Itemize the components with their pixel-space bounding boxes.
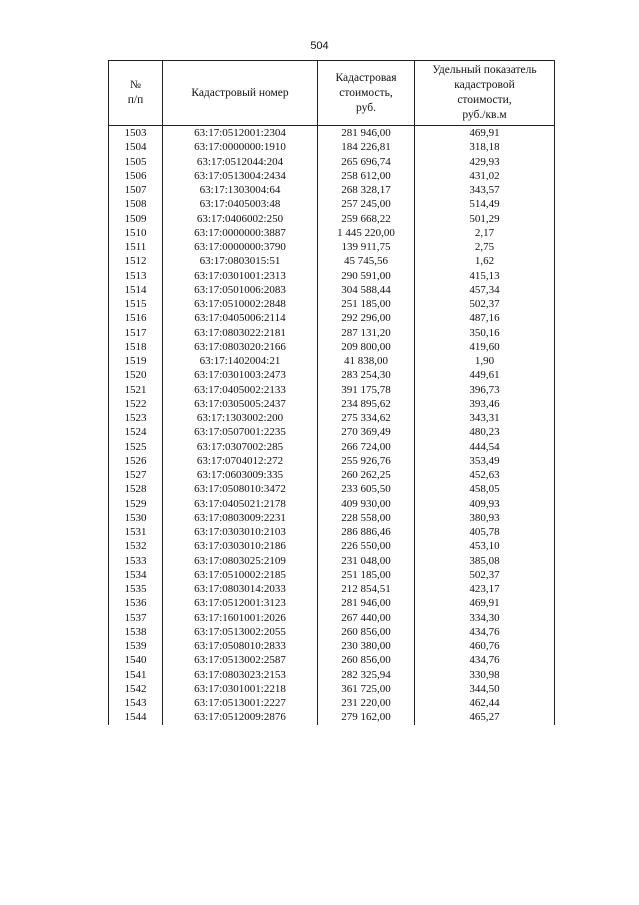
cell-row-number: 1537	[109, 611, 163, 625]
table-row	[109, 511, 555, 525]
cell-cadastral-value: 234 895,62	[318, 397, 415, 411]
cell-cadastral-number: 63:17:0803014:2033	[163, 582, 318, 596]
cell-specific-index: 353,49	[415, 454, 555, 468]
cell-cadastral-number: 63:17:0301001:2313	[163, 269, 318, 283]
header-cadastral-number: Кадастровый номер	[163, 61, 318, 126]
cell-cadastral-value: 260 262,25	[318, 468, 415, 482]
cell-cadastral-number: 63:17:0513001:2227	[163, 696, 318, 710]
cell-specific-index: 344,50	[415, 682, 555, 696]
cell-cadastral-number: 63:17:0512044:204	[163, 155, 318, 169]
table-row	[109, 653, 555, 667]
cell-cadastral-number: 63:17:0603009:335	[163, 468, 318, 482]
cell-cadastral-number: 63:17:0803025:2109	[163, 554, 318, 568]
cell-cadastral-number: 63:17:1303004:64	[163, 183, 318, 197]
cell-row-number: 1519	[109, 354, 163, 368]
cell-cadastral-value: 260 856,00	[318, 625, 415, 639]
cell-row-number: 1505	[109, 155, 163, 169]
cell-row-number: 1515	[109, 297, 163, 311]
cell-cadastral-value: 228 558,00	[318, 511, 415, 525]
cell-row-number: 1516	[109, 311, 163, 325]
table-row	[109, 440, 555, 454]
cell-specific-index: 431,02	[415, 169, 555, 183]
cell-row-number: 1513	[109, 269, 163, 283]
table-row	[109, 497, 555, 511]
cell-row-number: 1539	[109, 639, 163, 653]
cell-specific-index: 469,91	[415, 596, 555, 610]
cell-cadastral-value: 265 696,74	[318, 155, 415, 169]
cell-row-number: 1524	[109, 425, 163, 439]
cell-specific-index: 429,93	[415, 155, 555, 169]
cell-specific-index: 502,37	[415, 297, 555, 311]
cell-row-number: 1508	[109, 197, 163, 211]
cell-cadastral-number: 63:17:0405002:2133	[163, 383, 318, 397]
table-row	[109, 240, 555, 254]
cell-specific-index: 380,93	[415, 511, 555, 525]
cell-row-number: 1506	[109, 169, 163, 183]
cell-row-number: 1521	[109, 383, 163, 397]
cell-cadastral-value: 255 926,76	[318, 454, 415, 468]
cell-cadastral-number: 63:17:1402004:21	[163, 354, 318, 368]
cell-cadastral-number: 63:17:0508010:3472	[163, 482, 318, 496]
table-row	[109, 625, 555, 639]
cell-cadastral-value: 230 380,00	[318, 639, 415, 653]
cell-specific-index: 419,60	[415, 340, 555, 354]
cell-specific-index: 396,73	[415, 383, 555, 397]
cell-row-number: 1542	[109, 682, 163, 696]
cell-row-number: 1504	[109, 140, 163, 154]
cell-specific-index: 452,63	[415, 468, 555, 482]
cell-specific-index: 334,30	[415, 611, 555, 625]
cell-cadastral-number: 63:17:0405006:2114	[163, 311, 318, 325]
cell-cadastral-value: 409 930,00	[318, 497, 415, 511]
cell-cadastral-value: 275 334,62	[318, 411, 415, 425]
cell-cadastral-number: 63:17:0803009:2231	[163, 511, 318, 525]
table-row	[109, 710, 555, 724]
cell-cadastral-value: 1 445 220,00	[318, 226, 415, 240]
table-row	[109, 639, 555, 653]
cell-row-number: 1544	[109, 710, 163, 724]
cell-specific-index: 318,18	[415, 140, 555, 154]
cell-row-number: 1525	[109, 440, 163, 454]
cell-cadastral-number: 63:17:0307002:285	[163, 440, 318, 454]
table-row	[109, 525, 555, 539]
cell-row-number: 1535	[109, 582, 163, 596]
cell-row-number: 1522	[109, 397, 163, 411]
table-row	[109, 468, 555, 482]
cell-specific-index: 453,10	[415, 539, 555, 553]
cell-specific-index: 458,05	[415, 482, 555, 496]
cell-cadastral-number: 63:17:0507001:2235	[163, 425, 318, 439]
cell-specific-index: 385,08	[415, 554, 555, 568]
cell-row-number: 1526	[109, 454, 163, 468]
table-row	[109, 668, 555, 682]
cell-cadastral-value: 282 325,94	[318, 668, 415, 682]
cell-cadastral-value: 391 175,78	[318, 383, 415, 397]
table-row	[109, 696, 555, 710]
cell-cadastral-value: 231 220,00	[318, 696, 415, 710]
cell-cadastral-value: 139 911,75	[318, 240, 415, 254]
table-row	[109, 482, 555, 496]
cell-row-number: 1518	[109, 340, 163, 354]
cell-cadastral-number: 63:17:1303002:200	[163, 411, 318, 425]
cell-specific-index: 330,98	[415, 668, 555, 682]
table-row	[109, 212, 555, 226]
cell-specific-index: 502,37	[415, 568, 555, 582]
cell-cadastral-value: 281 946,00	[318, 596, 415, 610]
cell-specific-index: 487,16	[415, 311, 555, 325]
table-row	[109, 383, 555, 397]
cell-cadastral-value: 267 440,00	[318, 611, 415, 625]
cell-specific-index: 469,91	[415, 126, 555, 141]
table-row	[109, 183, 555, 197]
table-row	[109, 411, 555, 425]
cell-row-number: 1510	[109, 226, 163, 240]
table-row	[109, 568, 555, 582]
cell-specific-index: 457,34	[415, 283, 555, 297]
table-row	[109, 596, 555, 610]
table-row	[109, 169, 555, 183]
cell-cadastral-value: 286 886,46	[318, 525, 415, 539]
table-header	[109, 61, 555, 126]
table-row	[109, 126, 555, 141]
cell-cadastral-value: 279 162,00	[318, 710, 415, 724]
cell-cadastral-value: 251 185,00	[318, 297, 415, 311]
header-specific-index: Удельный показатель кадастровой стоимости, руб./кв.м	[415, 61, 555, 126]
table-row	[109, 368, 555, 382]
cell-cadastral-value: 281 946,00	[318, 126, 415, 141]
cell-cadastral-value: 226 550,00	[318, 539, 415, 553]
cell-cadastral-value: 212 854,51	[318, 582, 415, 596]
cell-cadastral-number: 63:17:0303010:2103	[163, 525, 318, 539]
header-cadastral-value: Кадастровая стоимость, руб.	[318, 61, 415, 126]
cell-specific-index: 460,76	[415, 639, 555, 653]
cell-specific-index: 501,29	[415, 212, 555, 226]
cell-row-number: 1512	[109, 254, 163, 268]
table-row	[109, 425, 555, 439]
cell-specific-index: 462,44	[415, 696, 555, 710]
cell-cadastral-value: 259 668,22	[318, 212, 415, 226]
cell-cadastral-number: 63:17:0513004:2434	[163, 169, 318, 183]
cell-row-number: 1520	[109, 368, 163, 382]
cell-cadastral-value: 283 254,30	[318, 368, 415, 382]
cell-specific-index: 350,16	[415, 326, 555, 340]
cell-cadastral-number: 63:17:0405003:48	[163, 197, 318, 211]
cell-specific-index: 2,75	[415, 240, 555, 254]
cell-cadastral-value: 304 588,44	[318, 283, 415, 297]
cell-cadastral-value: 41 838,00	[318, 354, 415, 368]
cell-row-number: 1514	[109, 283, 163, 297]
cell-row-number: 1507	[109, 183, 163, 197]
table-row	[109, 297, 555, 311]
cell-specific-index: 405,78	[415, 525, 555, 539]
cell-cadastral-value: 260 856,00	[318, 653, 415, 667]
cell-cadastral-number: 63:17:0803020:2166	[163, 340, 318, 354]
cell-cadastral-number: 63:17:0512001:3123	[163, 596, 318, 610]
table-row	[109, 554, 555, 568]
cell-cadastral-value: 292 296,00	[318, 311, 415, 325]
cell-row-number: 1531	[109, 525, 163, 539]
cell-row-number: 1523	[109, 411, 163, 425]
cell-specific-index: 343,57	[415, 183, 555, 197]
cell-cadastral-number: 63:17:0510002:2185	[163, 568, 318, 582]
cell-cadastral-number: 63:17:0803022:2181	[163, 326, 318, 340]
cadastral-value-table	[108, 60, 555, 725]
cell-cadastral-value: 361 725,00	[318, 682, 415, 696]
table-row	[109, 254, 555, 268]
cell-specific-index: 1,62	[415, 254, 555, 268]
cell-row-number: 1538	[109, 625, 163, 639]
cell-specific-index: 444,54	[415, 440, 555, 454]
table-row	[109, 582, 555, 596]
cell-row-number: 1528	[109, 482, 163, 496]
cell-specific-index: 423,17	[415, 582, 555, 596]
cell-cadastral-number: 63:17:0406002:250	[163, 212, 318, 226]
cell-cadastral-value: 184 226,81	[318, 140, 415, 154]
cell-cadastral-number: 63:17:0508010:2833	[163, 639, 318, 653]
table-row	[109, 682, 555, 696]
cell-cadastral-number: 63:17:0512009:2876	[163, 710, 318, 724]
cell-row-number: 1540	[109, 653, 163, 667]
table-row	[109, 226, 555, 240]
cell-specific-index: 2,17	[415, 226, 555, 240]
cell-cadastral-number: 63:17:0301001:2218	[163, 682, 318, 696]
cell-cadastral-number: 63:17:0501006:2083	[163, 283, 318, 297]
cell-row-number: 1536	[109, 596, 163, 610]
cell-specific-index: 465,27	[415, 710, 555, 724]
cell-specific-index: 343,31	[415, 411, 555, 425]
page-number: 504	[310, 40, 329, 52]
cell-row-number: 1529	[109, 497, 163, 511]
cell-cadastral-value: 45 745,56	[318, 254, 415, 268]
cell-specific-index: 514,49	[415, 197, 555, 211]
table-row	[109, 269, 555, 283]
cell-cadastral-value: 290 591,00	[318, 269, 415, 283]
cell-cadastral-value: 266 724,00	[318, 440, 415, 454]
cell-cadastral-number: 63:17:0000000:3790	[163, 240, 318, 254]
cell-row-number: 1527	[109, 468, 163, 482]
table-row	[109, 397, 555, 411]
cell-row-number: 1503	[109, 126, 163, 141]
cell-cadastral-number: 63:17:0000000:3887	[163, 226, 318, 240]
cell-cadastral-number: 63:17:0512001:2304	[163, 126, 318, 141]
cell-row-number: 1533	[109, 554, 163, 568]
table-row	[109, 140, 555, 154]
cell-cadastral-value: 231 048,00	[318, 554, 415, 568]
cell-cadastral-number: 63:17:1601001:2026	[163, 611, 318, 625]
table-row	[109, 454, 555, 468]
cell-cadastral-value: 258 612,00	[318, 169, 415, 183]
table-row	[109, 155, 555, 169]
cell-row-number: 1532	[109, 539, 163, 553]
cell-cadastral-value: 233 605,50	[318, 482, 415, 496]
cell-cadastral-number: 63:17:0513002:2055	[163, 625, 318, 639]
cell-specific-index: 1,90	[415, 354, 555, 368]
cell-cadastral-number: 63:17:0305005:2437	[163, 397, 318, 411]
cell-cadastral-number: 63:17:0405021:2178	[163, 497, 318, 511]
cell-cadastral-number: 63:17:0000000:1910	[163, 140, 318, 154]
cell-cadastral-value: 251 185,00	[318, 568, 415, 582]
cell-row-number: 1509	[109, 212, 163, 226]
cell-row-number: 1541	[109, 668, 163, 682]
cell-specific-index: 434,76	[415, 653, 555, 667]
cell-row-number: 1530	[109, 511, 163, 525]
cell-cadastral-number: 63:17:0301003:2473	[163, 368, 318, 382]
cell-specific-index: 409,93	[415, 497, 555, 511]
cell-row-number: 1534	[109, 568, 163, 582]
cell-specific-index: 480,23	[415, 425, 555, 439]
cell-cadastral-number: 63:17:0513002:2587	[163, 653, 318, 667]
cell-row-number: 1517	[109, 326, 163, 340]
cell-cadastral-number: 63:17:0803023:2153	[163, 668, 318, 682]
cell-cadastral-value: 209 800,00	[318, 340, 415, 354]
table-row	[109, 311, 555, 325]
cell-specific-index: 393,46	[415, 397, 555, 411]
cell-specific-index: 434,76	[415, 625, 555, 639]
table-row	[109, 539, 555, 553]
cell-cadastral-number: 63:17:0510002:2848	[163, 297, 318, 311]
cell-cadastral-number: 63:17:0303010:2186	[163, 539, 318, 553]
cell-cadastral-value: 270 369,49	[318, 425, 415, 439]
table-row	[109, 354, 555, 368]
table-row	[109, 283, 555, 297]
cell-row-number: 1543	[109, 696, 163, 710]
table-row	[109, 611, 555, 625]
cell-cadastral-number: 63:17:0803015:51	[163, 254, 318, 268]
header-row-number: № п/п	[109, 61, 163, 126]
cell-row-number: 1511	[109, 240, 163, 254]
table-row	[109, 340, 555, 354]
cell-cadastral-value: 287 131,20	[318, 326, 415, 340]
cell-cadastral-value: 257 245,00	[318, 197, 415, 211]
cell-cadastral-number: 63:17:0704012:272	[163, 454, 318, 468]
cell-specific-index: 415,13	[415, 269, 555, 283]
cell-specific-index: 449,61	[415, 368, 555, 382]
table-row	[109, 197, 555, 211]
table-body	[109, 126, 555, 725]
cell-cadastral-value: 268 328,17	[318, 183, 415, 197]
table-row	[109, 326, 555, 340]
